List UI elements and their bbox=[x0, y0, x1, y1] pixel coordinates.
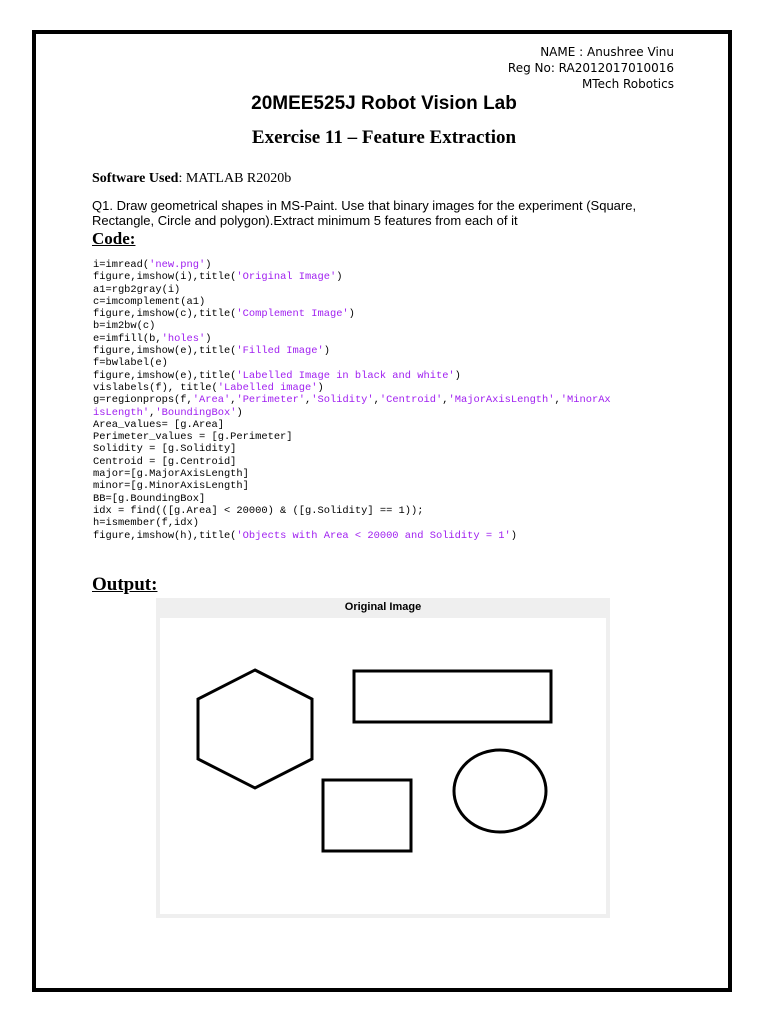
code-string: 'Solidity' bbox=[311, 394, 374, 407]
code-token: figure,imshow(e),title( bbox=[93, 369, 237, 382]
code-token: g=regionprops(f, bbox=[93, 394, 193, 407]
code-line bbox=[93, 320, 611, 332]
code-token: Area_values= [g.Area] bbox=[93, 418, 224, 431]
code-string: 'Complement Image' bbox=[236, 308, 349, 321]
code-token: idx = find(([g.Area] < 20000) & ([g.Solidity] == 1)); bbox=[93, 504, 424, 517]
code-token: ) bbox=[454, 369, 461, 382]
figure-title: Original Image bbox=[344, 601, 422, 613]
code-line bbox=[93, 296, 611, 308]
code-string: 'Filled Image' bbox=[236, 345, 324, 358]
code-token: f=bwlabel(e) bbox=[93, 357, 168, 370]
code-line bbox=[93, 517, 611, 529]
student-info bbox=[508, 44, 674, 92]
code-string: 'MinorAx bbox=[560, 394, 611, 407]
code-token: ) bbox=[348, 308, 355, 321]
code-line bbox=[93, 431, 611, 443]
code-token: Centroid = [g.Centroid] bbox=[93, 455, 237, 468]
code-string: 'Area' bbox=[192, 394, 231, 407]
code-string: 'MajorAxisLength' bbox=[448, 394, 555, 407]
code-token: i=imread( bbox=[93, 259, 150, 271]
code-line bbox=[93, 370, 611, 382]
exercise-title: Exercise 11 – Feature Extraction bbox=[251, 127, 517, 148]
code-token: h=ismember(f,idx) bbox=[93, 517, 200, 530]
code-line bbox=[93, 480, 611, 492]
code-token: ) bbox=[236, 406, 243, 419]
code-token: , bbox=[149, 406, 156, 419]
code-token: ) bbox=[323, 345, 330, 358]
code-token: ) bbox=[205, 332, 212, 345]
software-used bbox=[92, 171, 291, 187]
code-token: , bbox=[305, 394, 312, 407]
code-string: isLength' bbox=[93, 406, 150, 419]
code-string: 'BoundingBox' bbox=[155, 406, 237, 419]
code-token: , bbox=[373, 394, 380, 407]
code-string: 'holes' bbox=[161, 332, 206, 345]
code-token: a1=rgb2gray(i) bbox=[93, 283, 181, 296]
code-string: 'Perimeter' bbox=[236, 394, 306, 407]
code-line bbox=[93, 468, 611, 480]
code-line bbox=[93, 271, 611, 283]
square-shape bbox=[323, 780, 411, 851]
code-token: minor=[g.MinorAxisLength] bbox=[93, 480, 249, 493]
software-label: Software Used bbox=[92, 171, 179, 186]
code-token: ) bbox=[510, 529, 518, 542]
code-string: 'Original Image' bbox=[236, 271, 337, 284]
code-line bbox=[93, 394, 611, 406]
code-string: 'new.png' bbox=[149, 259, 206, 271]
code-token: ) bbox=[205, 259, 212, 271]
code-token: Perimeter_values = [g.Perimeter] bbox=[93, 431, 293, 444]
shapes-image bbox=[160, 618, 606, 914]
code-token: figure,imshow(i),title( bbox=[93, 271, 237, 284]
code-line bbox=[93, 345, 611, 357]
code-line bbox=[93, 357, 611, 369]
figure-canvas bbox=[160, 618, 606, 914]
code-token: , bbox=[230, 394, 237, 407]
code-token: ) bbox=[336, 271, 343, 284]
code-line bbox=[93, 259, 611, 271]
rectangle-shape bbox=[354, 671, 551, 722]
code-token: figure,imshow(c),title( bbox=[93, 308, 237, 321]
program-name: MTech Robotics bbox=[581, 77, 674, 91]
hexagon-shape bbox=[198, 670, 312, 788]
code-line bbox=[93, 493, 611, 505]
code-token: figure,imshow(h),title( bbox=[93, 529, 237, 542]
code-heading: Code: bbox=[92, 229, 136, 248]
code-token: ) bbox=[317, 381, 324, 394]
code-string: 'Labelled image' bbox=[217, 381, 318, 394]
student-name: NAME : Anushree Vinu bbox=[540, 45, 674, 59]
code-token: BB=[g.BoundingBox] bbox=[93, 492, 206, 505]
code-token: Solidity = [g.Solidity] bbox=[93, 443, 237, 456]
code-line bbox=[93, 308, 611, 320]
code-line bbox=[93, 407, 611, 419]
code-line bbox=[93, 456, 611, 468]
software-value: : MATLAB R2020b bbox=[178, 171, 292, 186]
code-token: major=[g.MajorAxisLength] bbox=[93, 468, 249, 481]
code-string: 'Centroid' bbox=[379, 394, 443, 407]
course-title: 20MEE525J Robot Vision Lab bbox=[251, 93, 517, 114]
output-heading: Output: bbox=[92, 574, 158, 595]
code-line bbox=[93, 530, 611, 542]
output-figure bbox=[156, 598, 610, 918]
code-string: 'Labelled Image in black and white' bbox=[236, 369, 455, 382]
code-line bbox=[93, 419, 611, 431]
code-token: , bbox=[554, 394, 561, 407]
code-token: b=im2bw(c) bbox=[93, 320, 156, 333]
code-token: , bbox=[442, 394, 449, 407]
code-line bbox=[93, 284, 611, 296]
code-string: 'Objects with Area < 20000 and Solidity = 1' bbox=[236, 529, 511, 542]
code-line bbox=[93, 382, 611, 394]
code-token: figure,imshow(e),title( bbox=[93, 345, 237, 358]
code-line bbox=[93, 443, 611, 455]
code-line bbox=[93, 505, 611, 517]
code-block bbox=[93, 259, 611, 542]
registration-number: Reg No: RA2012017010016 bbox=[507, 61, 674, 75]
code-token: vislabels(f), title( bbox=[93, 381, 218, 394]
code-token: e=imfill(b, bbox=[93, 332, 162, 345]
code-line bbox=[93, 333, 611, 345]
ellipse-shape bbox=[454, 750, 546, 832]
code-token: c=imcomplement(a1) bbox=[93, 295, 206, 308]
question-text: Q1. Draw geometrical shapes in MS-Paint. Use that binary images for the experiment (Square, Rectangle, Circle and polygon).Extract minimum 5 features from each of it bbox=[92, 198, 637, 228]
